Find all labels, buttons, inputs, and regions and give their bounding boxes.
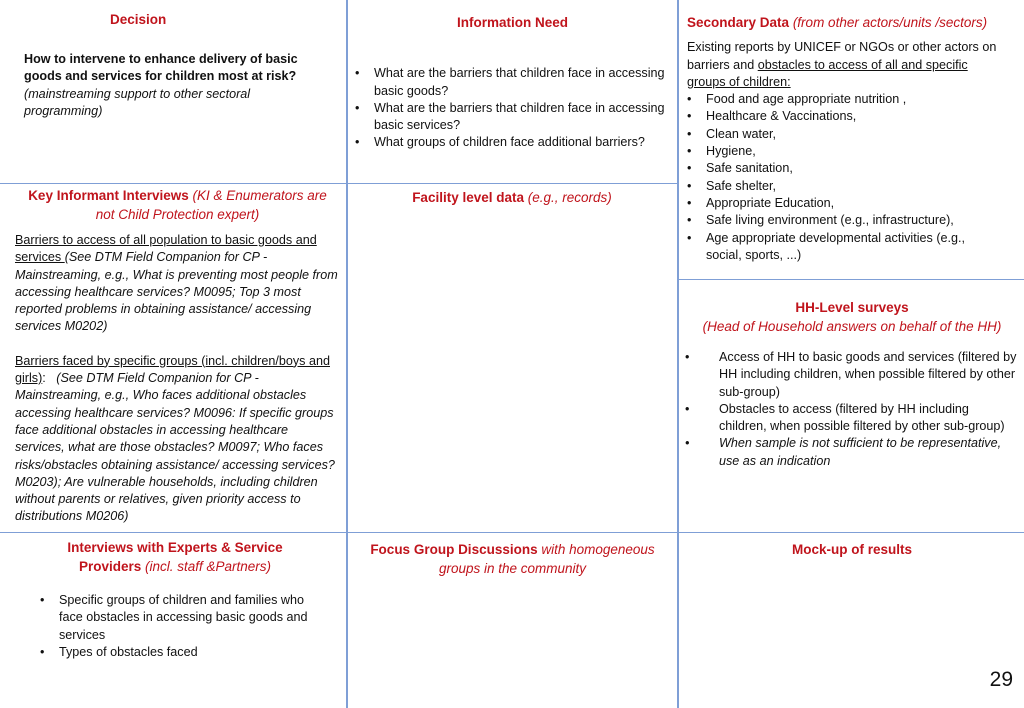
hh-title: HH-Level surveys [795, 300, 909, 315]
secondary-data-intro [687, 39, 1005, 91]
experts-cell [40, 538, 340, 661]
ki-p2-underlined: Barriers faced by specific groups (incl. children/boys and girls) [15, 353, 330, 386]
decision-title: Decision [110, 12, 167, 27]
mockup-cell [685, 540, 1019, 559]
secondary-data-list [687, 91, 992, 264]
list-item: • What are the barriers that children face in accessing basic services? [355, 100, 670, 135]
facility-cell [352, 189, 672, 206]
secondary-data-intro-underlined: obstacles to access of all and specific groups of children: [687, 57, 968, 89]
list-item: • What are the barriers that children face in accessing basic goods? [355, 65, 670, 100]
list-item: • Safe living environment (e.g., infrastructure), [687, 212, 992, 229]
fgd-title: Focus Group Discussions [370, 542, 538, 557]
fgd-cell [355, 540, 670, 578]
ki-paragraph-2 [15, 353, 340, 526]
list-item: • Obstacles to access (filtered by HH including children, when possible filtered by other sub-group) [685, 401, 1019, 436]
list-item: • Hygiene, [687, 143, 992, 160]
divider-row1-right [677, 279, 1024, 280]
information-need-cell [355, 14, 670, 152]
facility-title: Facility level data [412, 190, 524, 205]
ki-paragraph-1 [15, 232, 340, 336]
list-item: • Healthcare & Vaccinations, [687, 108, 992, 125]
experts-list [40, 592, 325, 661]
divider-row1-left [0, 183, 678, 184]
ki-cell [15, 186, 340, 526]
divider-vertical-left [346, 0, 348, 708]
facility-subtitle: (e.g., records) [527, 190, 612, 205]
ki-title: Key Informant Interviews [28, 188, 189, 203]
experts-subtitle: (incl. staff &Partners) [145, 559, 272, 574]
secondary-data-subtitle: (from other actors/units /sectors) [792, 15, 988, 30]
list-item: • Age appropriate developmental activities (e.g., social, sports, ...) [687, 230, 992, 265]
divider-vertical-right [677, 0, 679, 708]
page-number: 29 [989, 668, 1013, 691]
list-item: • Clean water, [687, 126, 992, 143]
list-item: • Safe shelter, [687, 178, 992, 195]
list-item: • Types of obstacles faced [40, 644, 325, 661]
ki-p1-underlined: Barriers to access of all population to basic goods and services [15, 233, 317, 265]
decision-note: (mainstreaming support to other sectoral programming) [24, 86, 251, 118]
ki-p2-italic: (See DTM Field Companion for CP - Mainstreaming, e.g., Who faces additional obstacles accessing healthcare services? M0096: If specific groups face additional obstacles in accessing healthcare services, what are those obstacles? M0097; Who faces risks/obstacles obtaining assistance/ accessing services? M0203); Are vulnerable households, including children without parents or relatives, given priority access to distributions M0206) [15, 371, 335, 524]
list-item: • What groups of children face additional barriers? [355, 134, 670, 151]
list-item: • Safe sanitation, [687, 160, 992, 177]
secondary-data-cell [687, 14, 1019, 264]
divider-row2 [0, 532, 1024, 533]
secondary-data-intro-text: Existing reports by UNICEF or NGOs or other actors on barriers and [687, 40, 997, 72]
decision-question: How to intervene to enhance delivery of basic goods and services for children most at risk? [24, 52, 298, 84]
list-item: • Food and age appropriate nutrition , [687, 91, 992, 108]
ki-p1-italic: (See DTM Field Companion for CP - Mainstreaming, e.g., What is preventing most people from accessing healthcare services? M0095; Top 3 most reported problems in obtaining assistance/ accessing services M0202) [15, 250, 338, 334]
information-need-title: Information Need [456, 15, 568, 30]
hh-subtitle: (Head of Household answers on behalf of the HH) [702, 319, 1002, 334]
experts-title: Interviews with Experts & Service Providers [67, 540, 283, 574]
information-need-list [355, 65, 670, 151]
list-item: • Appropriate Education, [687, 195, 992, 212]
mockup-title: Mock-up of results [791, 542, 912, 557]
hh-cell [685, 298, 1019, 470]
ki-p2-colon: : [42, 371, 57, 386]
secondary-data-title: Secondary Data [687, 15, 790, 30]
fgd-subtitle: with homogeneous groups in the community [438, 542, 655, 576]
list-item: • Specific groups of children and families who face obstacles in accessing basic goods and services [40, 592, 325, 644]
ki-subtitle: (KI & Enumerators are not Child Protection expert) [95, 188, 327, 222]
hh-list [685, 349, 1019, 470]
list-item: • When sample is not sufficient to be representative, use as an indication [685, 435, 1019, 470]
list-item: • Access of HH to basic goods and services (filtered by HH including children, when possible filtered by other sub-group) [685, 349, 1019, 401]
